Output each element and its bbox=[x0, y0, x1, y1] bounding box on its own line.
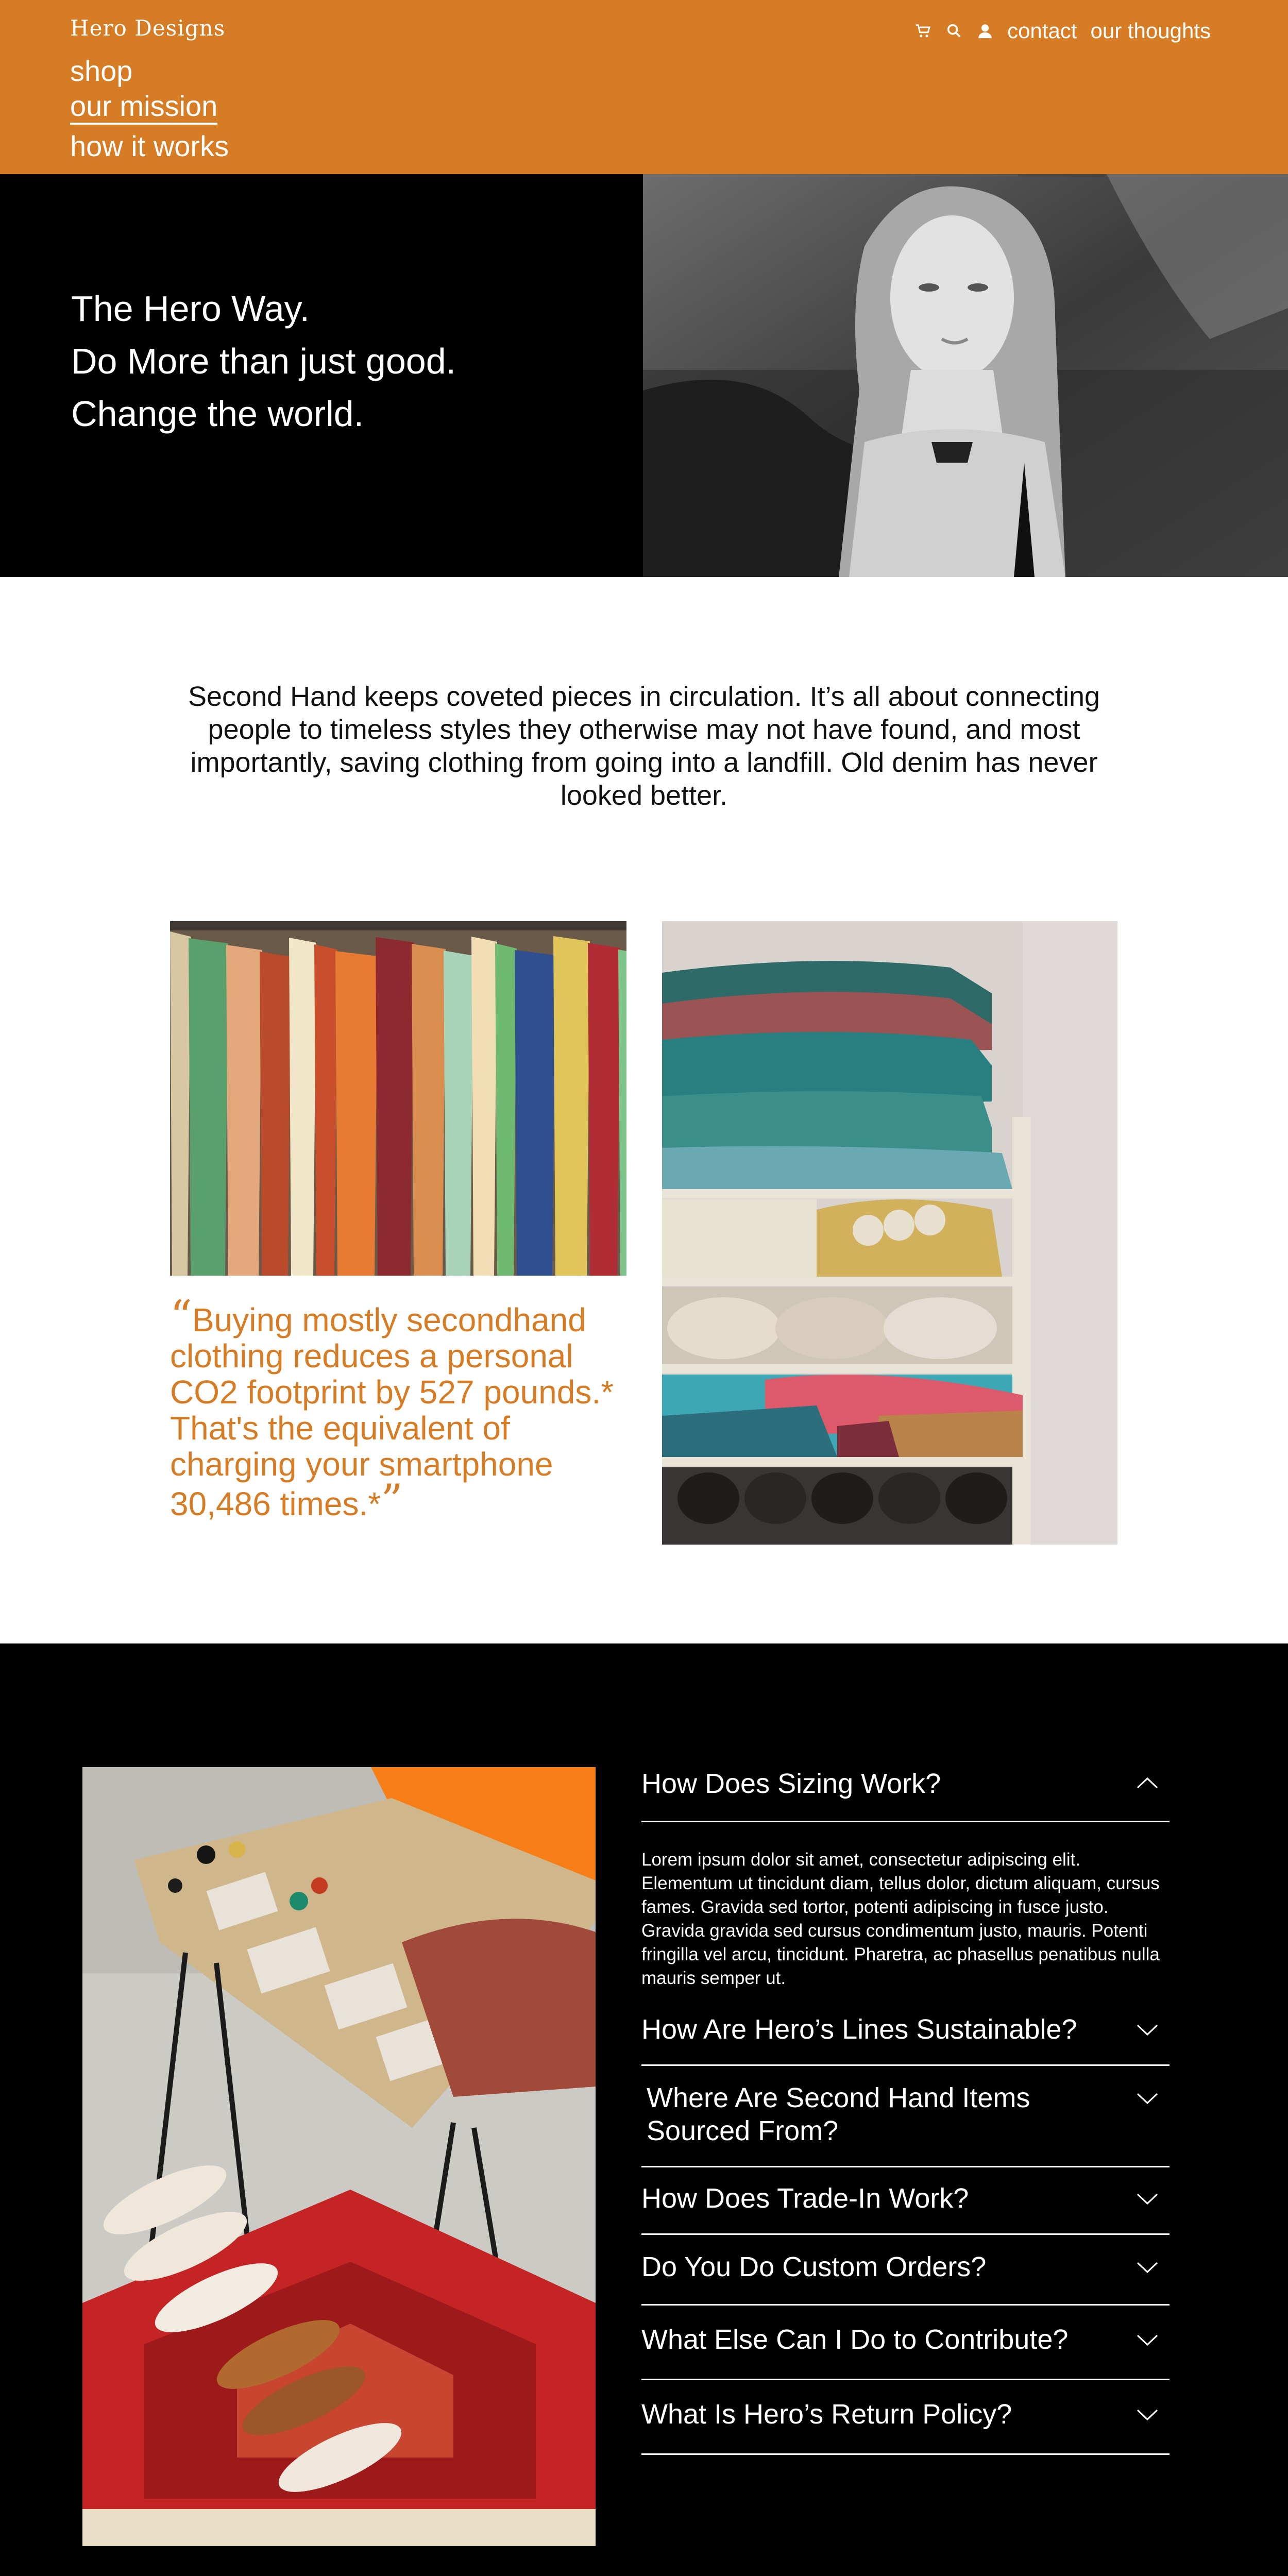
co2-quote bbox=[170, 1291, 634, 1526]
faq-answer: Lorem ipsum dolor sit amet, consectetur adipiscing elit. Elementum ut tincidunt diam, tellus dolor, dictum aliquam, cursus fames. Gravida sed tortor, potenti adipiscing in fusce justo. Gravida gravida sed cursus condimentum justo, mauris. Potenti fringilla vel arcu, tincidunt. Pharetra, ac phasellus penatibus nulla mauris semper ut. bbox=[641, 1850, 1160, 1988]
faq-question[interactable]: What Else Can I Do to Contribute? bbox=[641, 2324, 1069, 2355]
hero-heading bbox=[71, 282, 456, 440]
clothing-rack-photo bbox=[170, 921, 626, 1276]
contact-link[interactable]: contact bbox=[1007, 19, 1077, 43]
faq-item[interactable] bbox=[641, 2167, 1170, 2235]
chevron-down-icon[interactable] bbox=[1136, 2260, 1159, 2274]
quote-close-mark: ” bbox=[381, 1475, 403, 1526]
chevron-down-icon[interactable] bbox=[1136, 2191, 1159, 2206]
faq-question[interactable]: How Does Trade-In Work? bbox=[641, 2183, 969, 2214]
faq-item[interactable] bbox=[641, 2380, 1170, 2455]
nav-our-mission[interactable]: our mission bbox=[70, 90, 217, 125]
faq-question[interactable]: How Does Sizing Work? bbox=[641, 1768, 941, 1799]
nav-how-it-works[interactable]: how it works bbox=[70, 130, 229, 162]
user-icon[interactable] bbox=[976, 22, 994, 40]
main-nav bbox=[70, 53, 229, 165]
chevron-down-icon[interactable] bbox=[1136, 2091, 1159, 2105]
logo[interactable]: Hero Designs bbox=[70, 15, 226, 41]
chevron-down-icon[interactable] bbox=[1136, 2332, 1159, 2347]
faq-item[interactable] bbox=[641, 2235, 1170, 2306]
fabric-shelf-photo bbox=[662, 921, 1117, 1545]
faq-section bbox=[0, 1643, 1288, 2576]
faq-accordion bbox=[641, 1752, 1170, 2455]
chevron-up-icon[interactable] bbox=[1136, 1776, 1159, 1791]
faq-item[interactable] bbox=[641, 2306, 1170, 2380]
faq-question[interactable]: Do You Do Custom Orders? bbox=[641, 2251, 987, 2282]
faq-item[interactable] bbox=[641, 1999, 1170, 2066]
cart-icon[interactable] bbox=[914, 22, 932, 40]
site-header bbox=[0, 0, 1288, 174]
intro-text: Second Hand keeps coveted pieces in circulation. It’s all about connecting people to timeless styles they otherwise may not have found, and most importantly, saving clothing from going into a landfill. Old denim has never looked better. bbox=[188, 681, 1100, 811]
hero-line-3: Change the world. bbox=[71, 394, 364, 434]
hero-line-2: Do More than just good. bbox=[71, 341, 456, 381]
faq-question[interactable]: How Are Hero’s Lines Sustainable? bbox=[641, 2014, 1077, 2045]
faq-question[interactable]: What Is Hero’s Return Policy? bbox=[641, 2399, 1012, 2430]
shoes-display-photo bbox=[82, 1767, 596, 2546]
hero-portrait-photo bbox=[643, 174, 1288, 577]
faq-item[interactable] bbox=[641, 2066, 1170, 2167]
quote-open-mark: “ bbox=[170, 1291, 192, 1342]
chevron-down-icon[interactable] bbox=[1136, 2407, 1159, 2421]
utility-nav bbox=[914, 19, 1211, 43]
hero-line-1: The Hero Way. bbox=[71, 289, 310, 329]
quote-text: Buying mostly secondhand clothing reduces a personal CO2 footprint by 527 pounds.* That's the equivalent of charging your smartphone 30,486 times.* bbox=[170, 1301, 614, 1522]
our-thoughts-link[interactable]: our thoughts bbox=[1090, 19, 1211, 43]
faq-item[interactable] bbox=[641, 1752, 1170, 1822]
faq-question[interactable]: Where Are Second Hand Items Sourced From? bbox=[647, 2082, 1030, 2146]
nav-shop[interactable]: shop bbox=[70, 55, 133, 87]
chevron-down-icon[interactable] bbox=[1136, 2022, 1159, 2037]
hero-section bbox=[0, 174, 1288, 577]
search-icon[interactable] bbox=[945, 22, 963, 40]
